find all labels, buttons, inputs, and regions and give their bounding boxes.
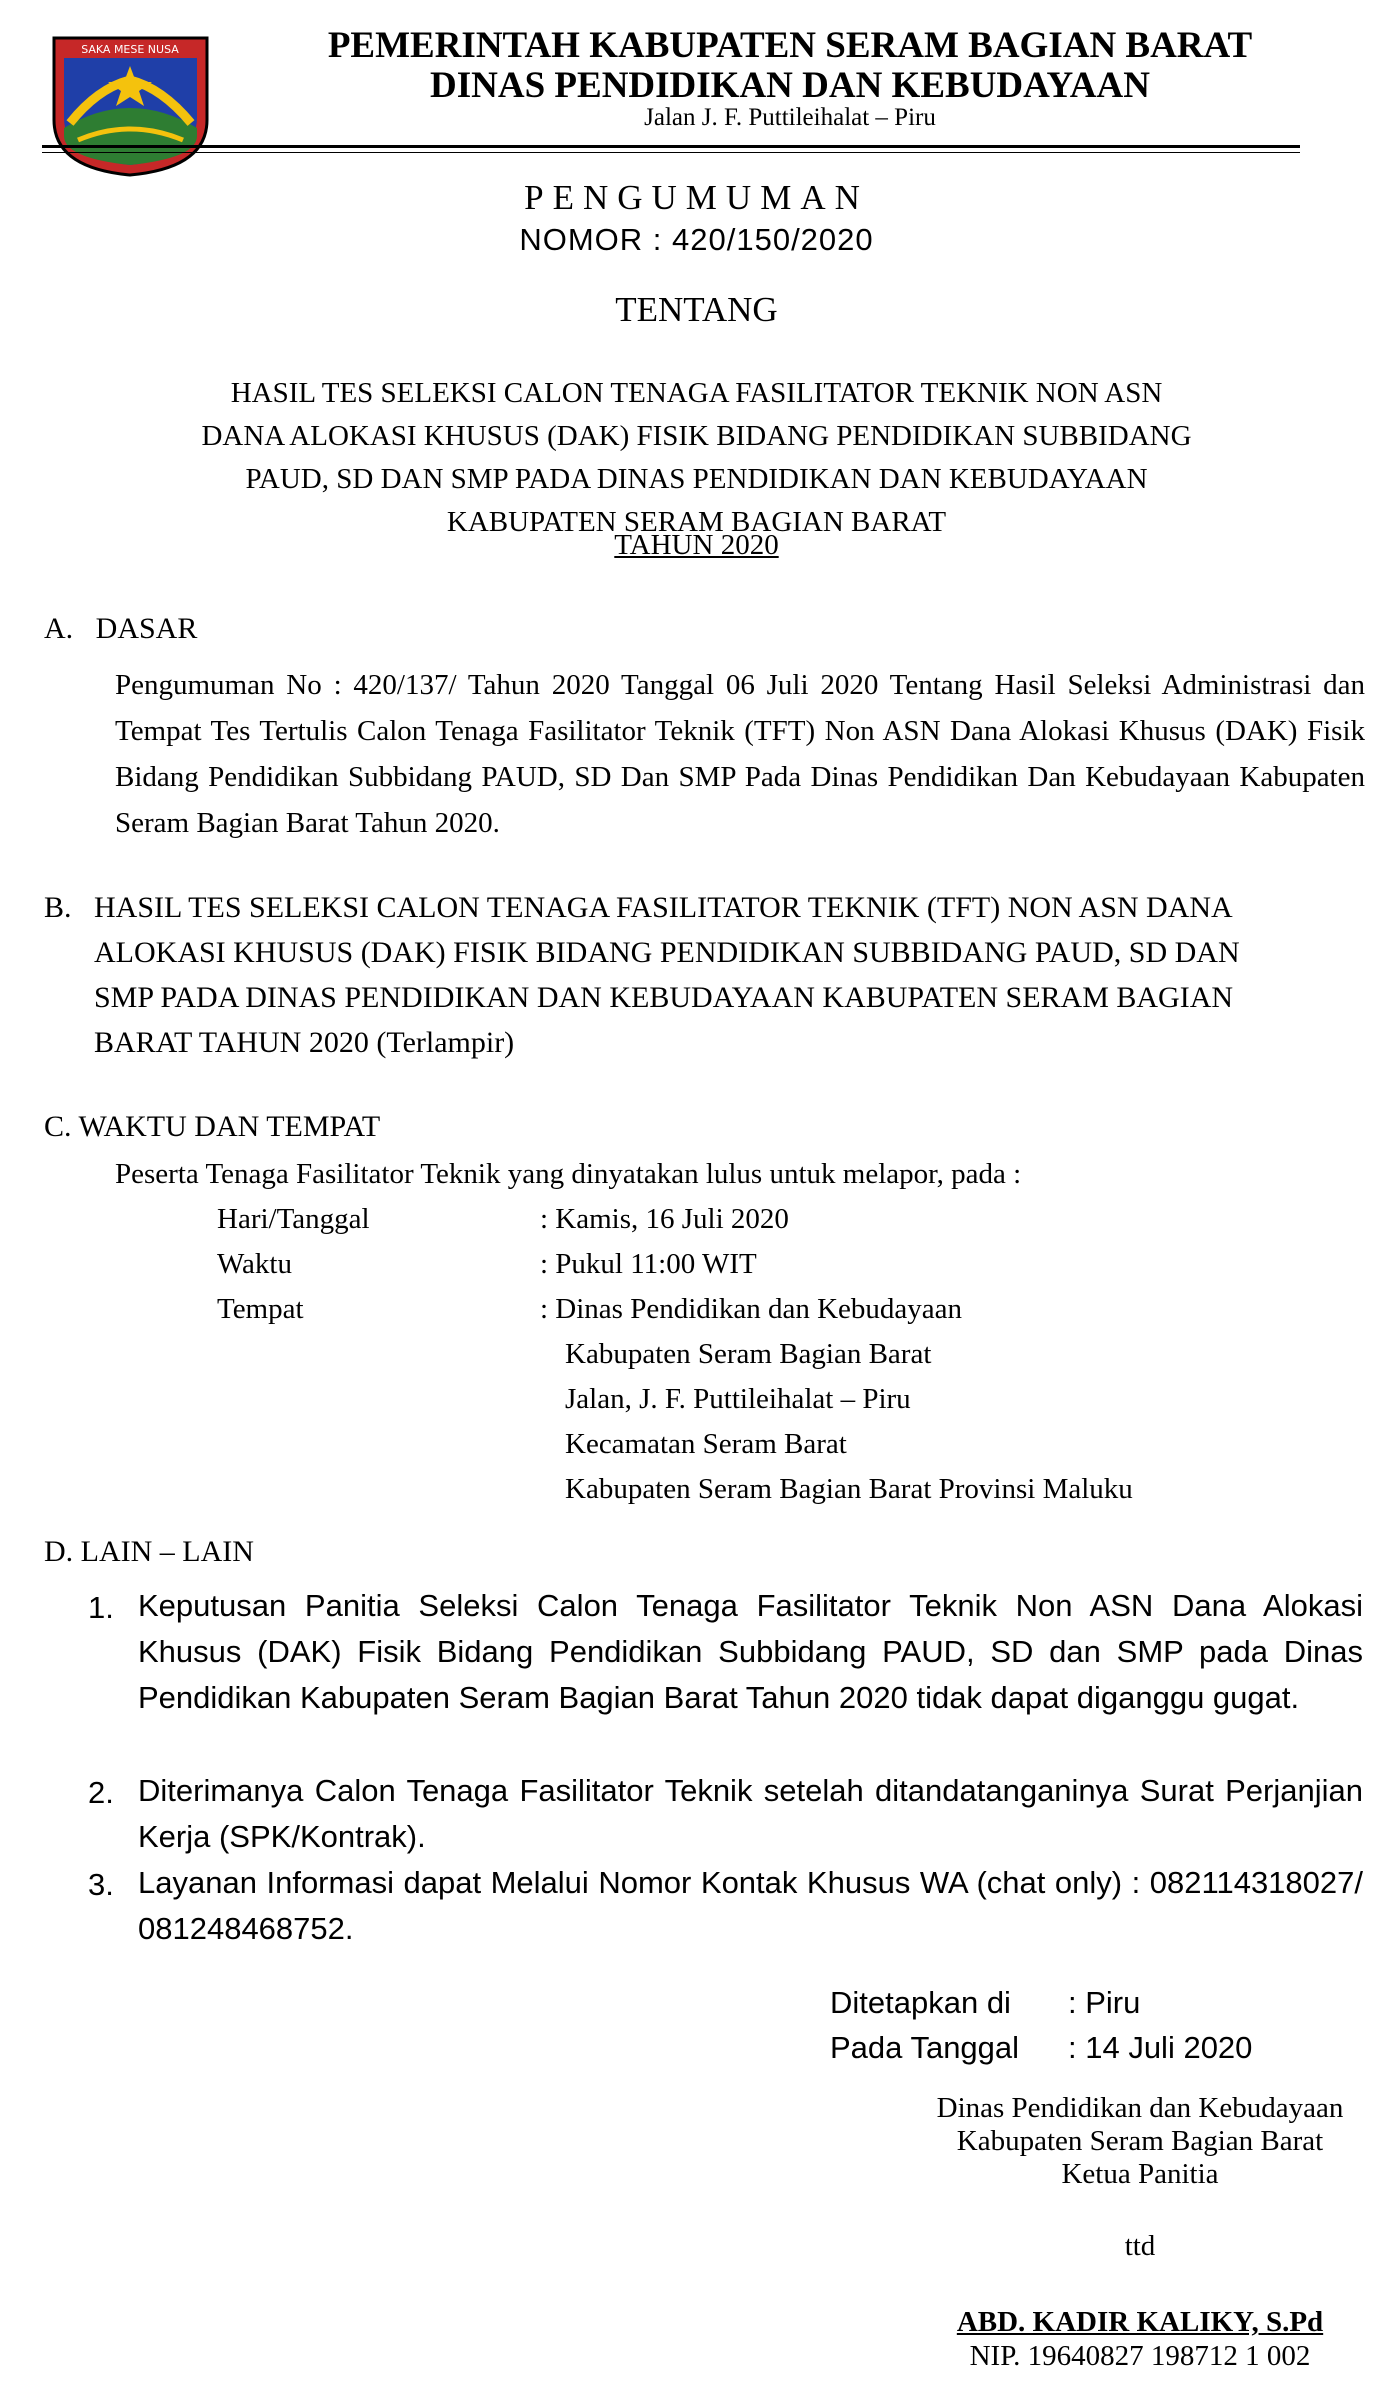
signer-role: Ketua Panitia — [1061, 2158, 1219, 2190]
subject-year: TAHUN 2020 — [614, 529, 779, 561]
section-d-heading: D. LAIN – LAIN — [44, 1535, 254, 1568]
place-line: Jalan, J. F. Puttileihalat – Piru — [565, 1383, 911, 1415]
schedule-time-label: Waktu — [217, 1248, 292, 1280]
schedule-time-value: : Pukul 11:00 WIT — [540, 1248, 757, 1280]
letterhead-divider-thick — [42, 145, 1300, 148]
list-item-number: 3. — [88, 1867, 114, 1902]
schedule-place-value: : Dinas Pendidikan dan Kebudayaan — [540, 1293, 963, 1325]
section-c-intro: Peserta Tenaga Fasilitator Teknik yang dinyatakan lulus untuk melapor, pada : — [115, 1158, 1022, 1190]
section-a-text: Pengumuman No : 420/137/ Tahun 2020 Tanggal 06 Juli 2020 Tentang Hasil Seleksi Administrasi dan Tempat Tes Tertulis Calon Tenaga Fasilitator Teknik (TFT) Non ASN Dana Alokasi Khusus (DAK) Fisik Bidang Pendidikan Subbidang PAUD, SD Dan SMP Pada Dinas Pendidikan Dan Kebudayaan Kabupaten Seram Bagian Barat Tahun 2020. — [115, 669, 1365, 839]
subject-year-wrap — [0, 529, 1393, 562]
section-b-line — [44, 885, 1364, 930]
place-line: Kabupaten Seram Bagian Barat Provinsi Maluku — [565, 1473, 1133, 1505]
subject-line: HASIL TES SELEKSI CALON TENAGA FASILITATOR TEKNIK NON ASN — [230, 377, 1163, 409]
date-label: Pada Tanggal — [830, 2030, 1020, 2065]
signer-name: ABD. KADIR KALIKY, S.Pd — [956, 2306, 1324, 2338]
signed-mark: ttd — [1124, 2230, 1156, 2262]
announcement-number: NOMOR : 420/150/2020 — [519, 222, 874, 257]
announcement-title: PENGUMUMAN — [524, 178, 869, 217]
list-item-text: Diterimanya Calon Tenaga Fasilitator Teknik setelah ditandatanganinya Surat Perjanjian Kerja (SPK/Kontrak). — [138, 1773, 1363, 1854]
subject-line: KABUPATEN SERAM BAGIAN BARAT — [446, 506, 947, 538]
subject-line: PAUD, SD DAN SMP PADA DINAS PENDIDIKAN DAN KEBUDAYAAN — [245, 463, 1148, 495]
announcement-subject — [90, 372, 1303, 544]
list-item-text: Keputusan Panitia Seleksi Calon Tenaga Fasilitator Teknik Non ASN Dana Alokasi Khusus (DAK) Fisik Bidang Pendidikan Subbidang PAUD, SD dan SMP pada Dinas Pendidikan Kabupaten Seram Bagian Barat Tahun 2020 tidak dapat diganggu gugat. — [138, 1588, 1363, 1715]
list-item-number: 2. — [88, 1775, 114, 1810]
announcement-about: TENTANG — [615, 290, 778, 329]
signer-org-2: Kabupaten Seram Bagian Barat — [956, 2125, 1324, 2157]
schedule-place-label: Tempat — [217, 1293, 304, 1325]
section-c-heading: C. WAKTU DAN TEMPAT — [44, 1110, 381, 1143]
set-at-value: : Piru — [1068, 1985, 1141, 2020]
section-b-letter: B. — [44, 891, 72, 924]
regency-emblem-logo — [48, 28, 213, 178]
section-b-line1: HASIL TES SELEKSI CALON TENAGA FASILITATOR TEKNIK (TFT) NON ASN DANA — [94, 891, 1233, 924]
letterhead-department: DINAS PENDIDIKAN DAN KEBUDAYAAN — [430, 65, 1150, 106]
section-b-line3: SMP PADA DINAS PENDIDIKAN DAN KEBUDAYAAN KABUPATEN SERAM BAGIAN — [94, 981, 1234, 1014]
signer-org-1: Dinas Pendidikan dan Kebudayaan — [936, 2092, 1344, 2124]
list-item-text: Layanan Informasi dapat Melalui Nomor Kontak Khusus WA (chat only) : 082114318027/ 081248468752. — [138, 1865, 1363, 1946]
subject-line: DANA ALOKASI KHUSUS (DAK) FISIK BIDANG PENDIDIKAN SUBBIDANG — [201, 420, 1192, 452]
section-b — [44, 885, 1364, 1065]
letterhead-divider-thin — [42, 152, 1300, 153]
schedule-day-label: Hari/Tanggal — [217, 1203, 370, 1235]
letterhead-address: Jalan J. F. Puttileihalat – Piru — [644, 104, 936, 131]
section-a-heading: A. DASAR — [44, 612, 198, 645]
place-line: Kabupaten Seram Bagian Barat — [565, 1338, 932, 1370]
signer-nip: NIP. 19640827 198712 1 002 — [969, 2340, 1311, 2372]
list-item-number: 1. — [88, 1590, 114, 1625]
schedule-day-value: : Kamis, 16 Juli 2020 — [540, 1203, 789, 1235]
letterhead-government: PEMERINTAH KABUPATEN SERAM BAGIAN BARAT — [327, 25, 1253, 66]
set-at-label: Ditetapkan di — [830, 1985, 1011, 2020]
svg-text:SAKA MESE NUSA: SAKA MESE NUSA — [81, 43, 179, 56]
place-line: Kecamatan Seram Barat — [565, 1428, 847, 1460]
section-b-line2: ALOKASI KHUSUS (DAK) FISIK BIDANG PENDIDIKAN SUBBIDANG PAUD, SD DAN — [94, 936, 1240, 969]
date-value: : 14 Juli 2020 — [1068, 2030, 1253, 2065]
section-b-line4: BARAT TAHUN 2020 (Terlampir) — [94, 1026, 515, 1059]
